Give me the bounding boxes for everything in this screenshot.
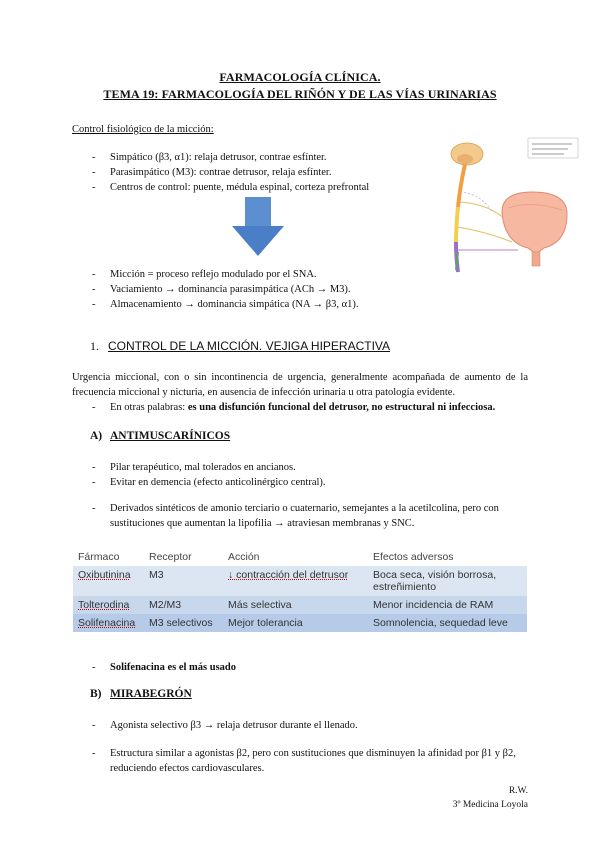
cell-receptor: M3	[144, 566, 223, 596]
header-action: Acción	[228, 551, 260, 563]
section-b-label: B)	[90, 688, 102, 700]
reflex-item-1: - Micción = proceso reflejo modulado por el SNA.	[92, 269, 317, 280]
section-b-item-1: - Agonista selectivo β3 → relaja detrusor durante el llenado.	[92, 720, 358, 731]
header-receptor: Receptor	[149, 551, 192, 563]
control-item-1: - Simpático (β3, α1): relaja detrusor, contrae esfínter.	[92, 152, 327, 163]
table-row	[73, 566, 527, 596]
cell-receptor: M3 selectivos	[144, 614, 223, 632]
section-a-item-2: - Evitar en demencia (efecto anticolinérgico central).	[92, 477, 326, 488]
section-a-title: ANTIMUSCARÍNICOS	[110, 430, 231, 442]
table-note: - Solifenacina es el más usado	[92, 662, 237, 673]
section-a-derivados: - Derivados sintéticos de amonio terciario o cuaternario, semejantes a la acetilcolina, pero con sustituciones que aumentan la lipofilia → atraviesan membranas y SNC.	[92, 503, 499, 529]
control-heading: Control fisiológico de la micción:	[72, 124, 214, 135]
cell-adverse: Boca seca, visión borrosa, estreñimiento	[368, 566, 527, 596]
footer-author: R.W.	[508, 786, 528, 796]
table-row	[73, 596, 527, 614]
table-header-row	[73, 548, 527, 566]
section-1-summary: - En otras palabras: es una disfunción funcional del detrusor, no estructural ni infecciosa.	[92, 402, 496, 413]
document-subtitle: TEMA 19: FARMACOLOGÍA DEL RIÑÓN Y DE LAS VÍAS URINARIAS	[103, 87, 497, 101]
cell-drug: Oxibutinina	[73, 566, 144, 596]
section-a-label: A)	[90, 430, 103, 442]
footer-course: 3º Medicina Loyola	[452, 800, 528, 810]
cell-drug: Solifenacina	[73, 614, 144, 632]
down-arrow-head	[232, 226, 284, 256]
cell-drug: Tolterodina	[73, 596, 144, 614]
control-item-3: - Centros de control: puente, médula espinal, corteza prefrontal	[92, 182, 370, 193]
section-1-number: 1.	[90, 339, 99, 353]
down-arrow-icon	[245, 197, 271, 227]
cell-action: Más selectiva	[223, 596, 368, 614]
reflex-item-3: - Almacenamiento → dominancia simpática (NA → β3, α1).	[92, 299, 359, 310]
cell-receptor: M2/M3	[144, 596, 223, 614]
table-row	[73, 614, 527, 632]
section-a-item-1: - Pilar terapéutico, mal tolerados en ancianos.	[92, 462, 296, 473]
cell-adverse: Menor incidencia de RAM	[368, 596, 527, 614]
header-drug: Fármaco	[78, 551, 120, 563]
header-adverse: Efectos adversos	[373, 551, 454, 563]
cell-action: ↓ contracción del detrusor	[223, 566, 368, 596]
cell-adverse: Somnolencia, sequedad leve	[368, 614, 527, 632]
section-1-paragraph: Urgencia miccional, con o sin incontinencia de urgencia, generalmente acompañada de aumento de la frecuencia miccional y nicturia, en ausencia de infección urinaria u otra patología evidente.	[72, 372, 528, 398]
section-b-item-2: - Estructura similar a agonistas β2, pero con sustituciones que disminuyen la afinidad por β1 y β2, reduciendo efectos cardiovasculares.	[92, 748, 516, 774]
section-b-title: MIRABEGRÓN	[110, 688, 192, 700]
document-title: FARMACOLOGÍA CLÍNICA.	[219, 70, 381, 84]
antimuscarinic-table	[73, 548, 527, 632]
bladder-innervation-figure	[432, 132, 582, 282]
section-1-title: CONTROL DE LA MICCIÓN. VEJIGA HIPERACTIVA	[108, 339, 391, 353]
reflex-item-2: - Vaciamiento → dominancia parasimpática (ACh → M3).	[92, 284, 351, 295]
control-item-2: - Parasimpático (M3): contrae detrusor, relaja esfínter.	[92, 167, 332, 178]
cell-action: Mejor tolerancia	[223, 614, 368, 632]
